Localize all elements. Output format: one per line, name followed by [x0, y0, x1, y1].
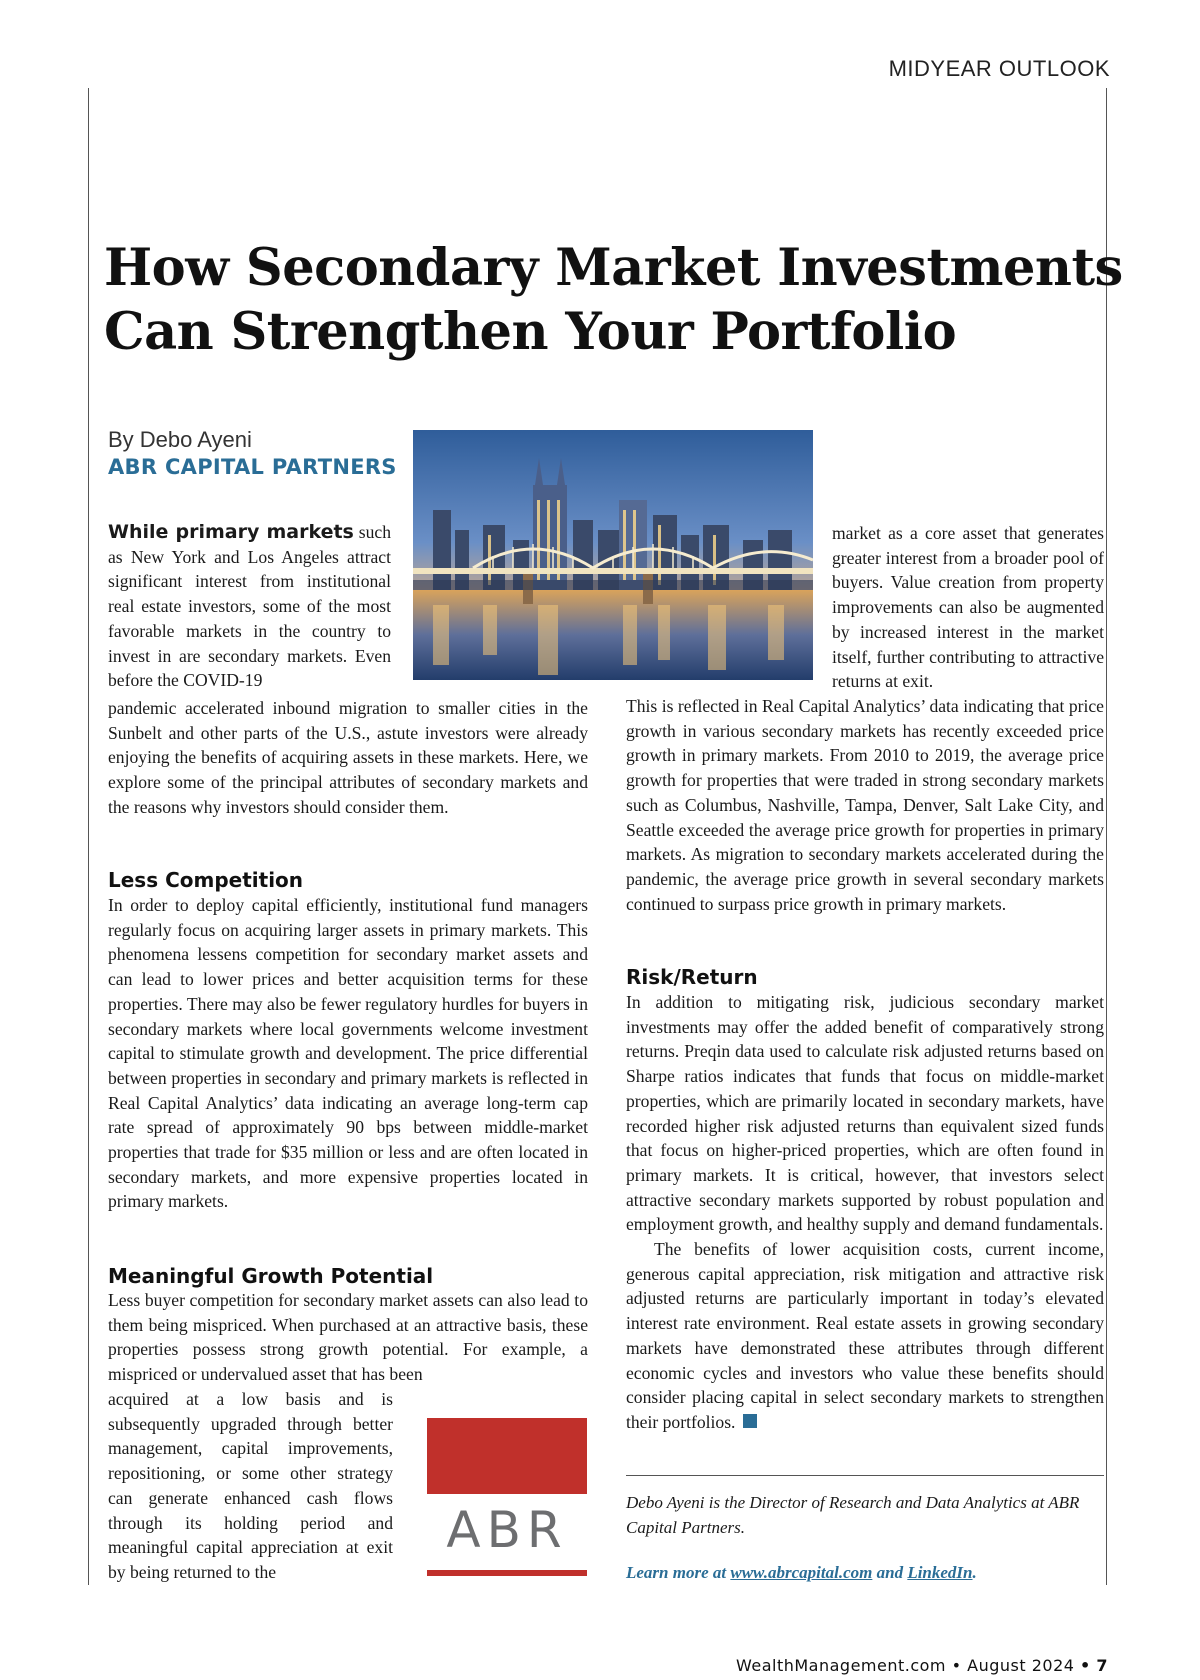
abrcapital-link[interactable]: www.abrcapital.com — [730, 1563, 873, 1582]
heading-risk-return: Risk/Return — [626, 965, 758, 989]
learn-more-prefix: Learn more at — [626, 1563, 731, 1582]
risk-return-paragraph-1: In addition to mitigating risk, judicious secondary market investments may offer the added benefit of comparatively strong returns. Preqin data used to calculate risk adjusted returns based on Sharpe ratios indicates that funds that focus on middle-market properties, which are primarily located in secondary markets, have recorded higher risk adjusted returns than equivalent sized funds that focus on higher-priced properties, which are often found in primary markets. It is critical, however, that investors select attractive secondary markets supported by robust population and employment growth, and healthy supply and demand fundamentals. — [626, 992, 1104, 1235]
author-note-divider — [626, 1475, 1104, 1476]
section-label: MIDYEAR OUTLOOK — [888, 56, 1110, 81]
nashville-skyline-photo — [413, 430, 813, 680]
intro-wrap-text: such as New York and Los Angeles attract significant interest from institutional real estate investors, some of the most favorable markets in the country to invest in are secondary markets. Even before the COVID-19 — [108, 522, 391, 691]
footer-separator-2: • — [1080, 1656, 1091, 1675]
linkedin-link[interactable]: LinkedIn — [907, 1563, 973, 1582]
abr-logo-red-bar — [427, 1570, 587, 1576]
page-footer — [736, 1656, 1108, 1675]
growth-body-wrapped: acquired at a low basis and is subsequently upgraded through better management, capital improvements, repositioning, or some other strategy can generate enhanced cash flows through its holding period and meaningful capital appreciation at exit by being returned to the — [108, 1389, 393, 1582]
lead-in-bold: While primary markets — [108, 521, 354, 543]
byline: By Debo Ayeni — [108, 427, 252, 452]
left-column-rule — [88, 88, 89, 1585]
abr-logo — [427, 1418, 587, 1582]
page-number: 7 — [1096, 1656, 1108, 1675]
learn-more-suffix: . — [972, 1563, 977, 1582]
less-competition-body: In order to deploy capital efficiently, institutional fund managers regularly focus on acquiring larger assets in primary markets. This phenomena lessens competition for secondary market assets and can lead to lower prices and better acquisition terms for these properties. There may also be fewer regulatory hurdles for buyers in secondary markets where local governments welcome investment capital to stimulate growth and development. The price differential between properties in secondary and primary markets is reflected in Real Capital Analytics’ data indicating an average long-term cap rate spread of approximately 90 bps between middle-market properties that trade for $35 million or less and are often located in secondary markets, and more expensive properties located in primary markets. — [108, 895, 588, 1212]
company-name: ABR CAPITAL PARTNERS — [108, 455, 397, 479]
heading-growth-potential: Meaningful Growth Potential — [108, 1264, 434, 1288]
author-note: Debo Ayeni is the Director of Research and Data Analytics at ABR Capital Partners. — [626, 1493, 1080, 1537]
growth-body-full: Less buyer competition for secondary market assets can also lead to them being mispriced. When purchased at an attractive basis, these properties possess strong growth potential. For example, a mispriced or undervalued asset that has been — [108, 1290, 588, 1385]
footer-site: WealthManagement.com — [735, 1656, 947, 1675]
footer-date: August 2024 — [967, 1656, 1075, 1675]
intro-wrapped-paragraph — [108, 520, 391, 693]
right-wrapped-paragraph: market as a core asset that generates greater interest from a broader pool of buyers. Value creation from property improvements can also be augmented by increased interest in the market itself, further contributing to attractive returns at exit. — [832, 523, 1104, 692]
heading-less-competition: Less Competition — [108, 868, 304, 892]
end-mark-icon — [743, 1414, 757, 1428]
article-title: How Secondary Market Investments Can Strengthen Your Portfolio — [104, 238, 1123, 362]
learn-more-middle: and — [872, 1563, 908, 1582]
abr-logo-red-block — [427, 1418, 587, 1494]
footer-separator: • — [951, 1656, 962, 1675]
learn-more-line — [626, 1563, 1104, 1583]
risk-return-paragraph-2-text: The benefits of lower acquisition costs, current income, generous capital appreciation, risk mitigation and attractive risk adjusted returns are particularly important in today’s elevated interest rate environment. Real estate assets in growing secondary markets have demonstrated these attributes through different economic cycles and investors who value these benefits should consider placing capital in select secondary markets to strengthen their portfolios. — [626, 1239, 1104, 1432]
intro-full-paragraph: pandemic accelerated inbound migration to smaller cities in the Sunbelt and other parts of the U.S., astute investors were already enjoying the benefits of acquiring assets in these markets. Here, we explore some of the principal attributes of secondary markets and the reasons why investors should consider them. — [108, 698, 588, 817]
abr-logo-text: ABR — [446, 1501, 568, 1559]
risk-return-paragraph-2 — [626, 1237, 1104, 1435]
right-full-paragraph: This is reflected in Real Capital Analytics’ data indicating that price growth in various secondary markets has recently exceeded price growth in primary markets. From 2010 to 2019, the average price growth for properties that were traded in strong secondary markets such as Columbus, Nashville, Tampa, Denver, Salt Lake City, and Seattle exceeded the average price growth for properties in primary markets. As migration to secondary markets accelerated during the pandemic, the average price growth in several secondary markets continued to surpass price growth in primary markets. — [626, 696, 1104, 914]
risk-return-body — [626, 990, 1104, 1435]
